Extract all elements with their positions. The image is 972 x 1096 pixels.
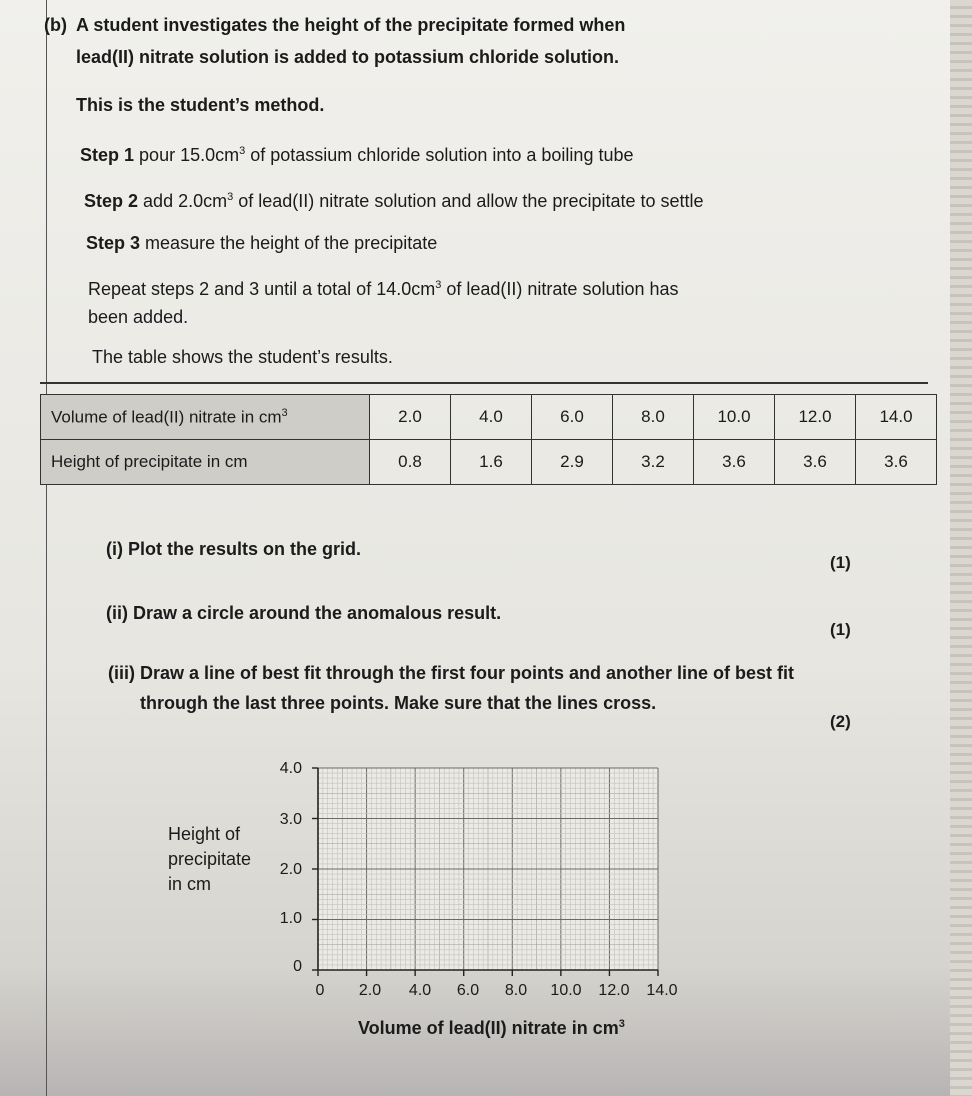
repeat-instruction: Repeat steps 2 and 3 until a total of $14.0cm^3$ of lead(II) nitrate solution has [88,279,679,299]
margin-line [46,0,47,1096]
height-cell: 0.8 [370,440,451,485]
task-iii-line-1: (iii) Draw a line of best fit through the first four points and another line of best fit [108,663,794,683]
y-tick-label: 2.0 [279,861,302,878]
x-tick-label: 8.0 [504,982,528,999]
y-tick-label: 4.0 [279,760,302,777]
part-label: (b) [44,15,67,35]
x-tick-label: 0 [315,982,325,999]
x-tick-label: 12.0 [598,982,630,999]
height-cell: 3.6 [856,440,937,485]
method-intro: This is the student’s method. [76,95,325,115]
intro-line-2: lead(II) nitrate solution is added to potassium chloride solution. [76,47,620,67]
results-table [40,394,937,485]
x-tick-label: 10.0 [550,982,582,999]
x-tick-label: 2.0 [358,982,382,999]
y-tick-label: 1.0 [279,910,302,927]
x-tick-label: 4.0 [408,982,432,999]
intro-line-1: A student investigates the height of the precipitate formed when [76,15,626,35]
y-tick-label: 0 [293,958,302,975]
task-ii: (ii) Draw a circle around the anomalous result. [106,603,502,623]
table-row [41,440,937,485]
volume-cell: 10.0 [694,395,775,440]
page-stack-edge [950,0,972,1096]
table-intro: The table shows the student’s results. [92,347,393,367]
task-iii-line-2: through the last three points. Make sure that the lines cross. [140,693,657,713]
grid-lines [318,768,658,970]
marks-i: (1) [830,553,851,572]
x-axis-label: Volume of lead(II) nitrate in $cm^3$ [358,1018,625,1038]
volume-cell: 6.0 [532,395,613,440]
y-axis-label: Height of precipitate in cm [168,824,252,894]
volume-cell: 2.0 [370,395,451,440]
volume-row-header: Volume of lead(II) nitrate in $cm^3$ [41,395,370,440]
volume-cell: 8.0 [613,395,694,440]
height-cell: 3.6 [694,440,775,485]
marks-iii: (2) [830,712,851,731]
height-row-header: Height of precipitate in cm [41,440,370,485]
volume-cell: 4.0 [451,395,532,440]
height-cell: 2.9 [532,440,613,485]
y-tick-label: 3.0 [279,811,302,828]
x-tick-label: 6.0 [456,982,480,999]
task-i: (i) Plot the results on the grid. [106,539,362,559]
height-cell: 1.6 [451,440,532,485]
table-top-rule [40,382,928,384]
repeat-instruction-line-2: been added. [88,307,189,327]
x-tick-label: 14.0 [646,982,678,999]
step-1: Step 1 pour $15.0cm^3$ of potassium chloride solution into a boiling tube [80,145,634,165]
height-cell: 3.2 [613,440,694,485]
step-2: Step 2 add $2.0cm^3$ of lead(II) nitrate solution and allow the precipitate to settle [84,191,704,211]
volume-cell: 12.0 [775,395,856,440]
plotting-grid[interactable] [300,760,680,982]
height-cell: 3.6 [775,440,856,485]
marks-ii: (1) [830,620,851,639]
table-row [41,395,937,440]
step-3: Step 3 measure the height of the precipitate [86,233,438,253]
volume-cell: 14.0 [856,395,937,440]
